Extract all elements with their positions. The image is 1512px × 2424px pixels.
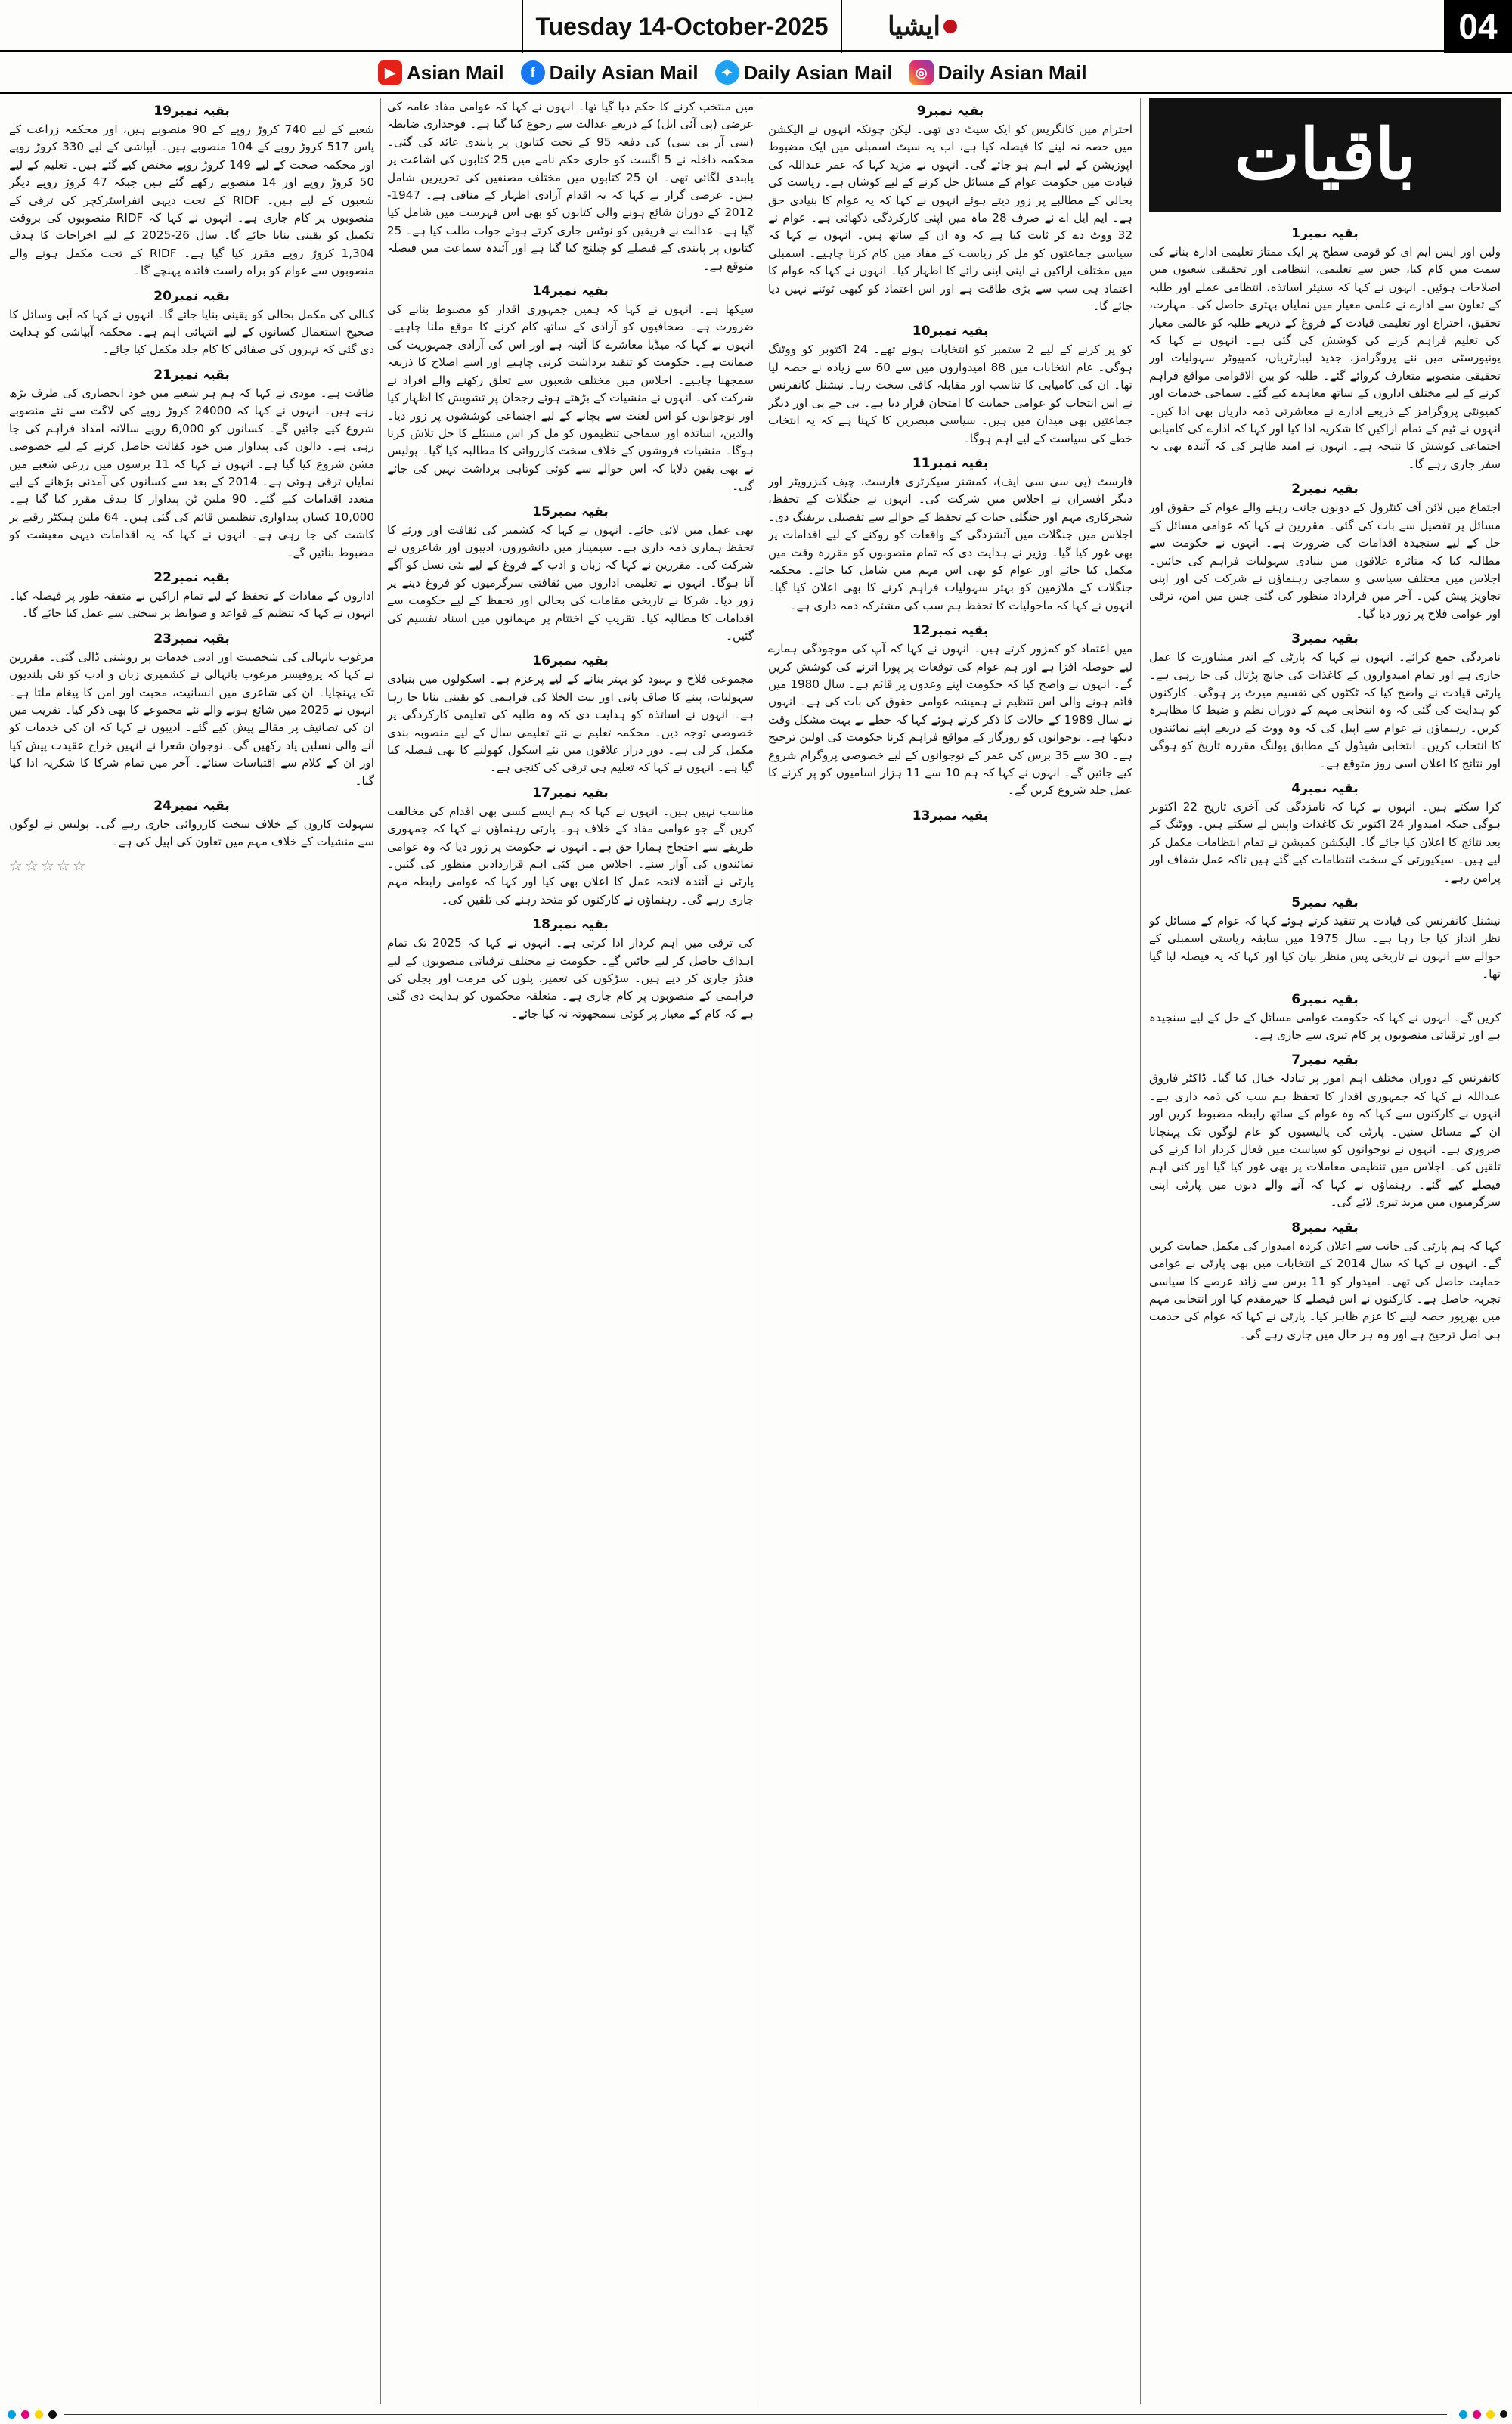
continuation-heading: بقیہ نمبر1	[1291, 226, 1359, 241]
article-continuation	[387, 502, 754, 646]
masthead	[0, 0, 1512, 53]
continuation-body: مناسب نہیں ہیں۔ انہوں نے کہا کہ ہم ایسے کسی بھی اقدام کی مخالفت کریں گے جو عوامی مفاد کے خلاف ہو۔ پارٹی رہنماؤں نے کہا کہ جمہوری طریقے سے احتجاج ہمارا حق ہے۔ انہوں نے حکومت پر زور دیا کہ وہ عوامی نمائندوں کی آواز سنے۔ اجلاس میں کئی اہم قراردادیں منظور کی گئیں۔ پارٹی نے آئندہ لائحہ عمل کا اعلان بھی کیا اور کہا کہ عوامی رابطہ مہم جاری رہے گی۔ رہنماؤں نے کارکنوں کو متحد رہنے کی تلقین کی۔	[387, 804, 754, 907]
continuation-body: طاقت ہے۔ مودی نے کہا کہ ہم ہر شعبے میں خود انحصاری کی طرف بڑھ رہے ہیں۔ انہوں نے کہا کہ 24000 کروڑ روپے کی لاگت سے نئے منصوبے شروع کیے جائیں گے۔ کسانوں کو 6,000 روپے سالانہ امداد فراہم کی جا رہی ہے۔ دالوں کی پیداوار میں خود کفالت حاصل کرنے کے لیے خصوصی مشن شروع کیا گیا ہے۔ انہوں نے کہا کہ 11 برسوں میں زرعی شعبے میں نمایاں ترقی ہوئی ہے۔ 2014 کے بعد سے کسانوں کی آمدنی بڑھانے کے لیے متعدد اقدامات کیے گئے۔ 90 ملین ٹن پیداوار کا ہدف مقرر کیا گیا ہے۔ 10,000 کسان پیداواری تنظیمیں قائم کی گئی ہیں۔ 64 ملین ہیکٹر رقبے پر کاشت کی جا رہی ہے۔ انہوں نے کہا کہ یہ اقدامات دیہی معیشت کو مضبوط بنائیں گے۔	[9, 386, 374, 560]
continuation-heading: بقیہ نمبر23	[153, 631, 230, 646]
continuation-heading: بقیہ نمبر14	[532, 284, 609, 299]
article-continuation	[1149, 990, 1501, 1045]
continuation-heading: بقیہ نمبر5	[1291, 895, 1359, 910]
continuation-heading: بقیہ نمبر3	[1291, 631, 1359, 647]
continuation-body: کنالی کی مکمل بحالی کو یقینی بنایا جائے گا۔ انہوں نے کہا کہ آبی وسائل کا صحیح استعمال کسانوں کے لیے انتہائی اہم ہے۔ محکمہ آبپاشی کو ہدایت دی گئی کہ نہروں کی صفائی کا کام جلد مکمل کیا جائے۔	[9, 307, 374, 357]
black-dot-icon	[48, 2410, 57, 2419]
column-3	[387, 98, 754, 2404]
column-rule	[380, 98, 381, 2404]
twitter-icon: ✦	[715, 60, 739, 85]
instagram-icon: ◎	[909, 60, 934, 85]
article-continuation	[9, 796, 374, 851]
continuation-heading: بقیہ نمبر22	[153, 569, 230, 585]
header-rule	[0, 92, 1512, 94]
continuation-heading: بقیہ نمبر11	[912, 455, 989, 471]
yellow-dot-icon	[35, 2410, 43, 2419]
masthead-rule	[0, 50, 1444, 52]
article-continuation	[1149, 629, 1501, 773]
cyan-dot-icon	[8, 2410, 16, 2419]
continuation-heading: بقیہ نمبر17	[532, 785, 609, 801]
continuation-heading: بقیہ نمبر9	[916, 104, 984, 119]
continuation-body: نامزدگی جمع کرائے۔ انہوں نے کہا کہ پارٹی کے اندر مشاورت کا عمل جاری ہے اور تمام امیدواروں کے کاغذات کی جانچ پڑتال کی جا رہی ہے۔ پارٹی قیادت نے واضح کیا کہ ٹکٹوں کی تقسیم میرٹ پر ہوگی۔ کارکنوں کو ہدایت کی گئی کہ وہ انتخابی مہم کے دوران نظم و ضبط کا مظاہرہ کریں۔ رہنماؤں نے عوام سے اپیل کی کہ وہ ووٹ کے ذریعے اپنے نمائندوں کا انتخاب کریں۔ انتخابی شیڈول کے مطابق پولنگ مقررہ تاریخ کو ہوگی اور نتائج کا اعلان اسی روز متوقع ہے۔	[1149, 650, 1501, 770]
continuation-heading: بقیہ نمبر2	[1291, 482, 1359, 498]
social-twitter-label: Daily Asian Mail	[743, 60, 893, 84]
article-continuation	[768, 454, 1132, 615]
social-links	[378, 57, 1142, 88]
magenta-dot-icon	[1473, 2410, 1481, 2419]
continuation-heading: بقیہ نمبر18	[532, 917, 609, 933]
section-banner: باقیات	[1149, 98, 1501, 212]
column-rule	[1140, 98, 1141, 2404]
continuation-heading: بقیہ نمبر20	[153, 288, 230, 304]
article-continuation	[9, 629, 374, 790]
cyan-dot-icon	[1459, 2410, 1467, 2419]
social-youtube[interactable]	[378, 60, 504, 85]
column-4	[9, 98, 374, 2404]
continuation-heading: بقیہ نمبر24	[153, 798, 230, 814]
article-continuation	[9, 365, 374, 562]
social-youtube-label: Asian Mail	[407, 60, 504, 84]
continuation-body: مجموعی فلاح و بہبود کو بہتر بنانے کے لیے پرعزم ہے۔ اسکولوں میں بنیادی سہولیات، پینے کا صاف پانی اور بیت الخلا کی فراہمی کو یقینی بنایا جا رہا ہے۔ انہوں نے اساتذہ کو ہدایت دی کہ وہ طلبہ کی تعلیمی کارکردگی پر خصوصی توجہ دیں۔ محکمہ تعلیم نے نئے تعلیمی سال کے لیے منصوبہ بندی مکمل کر لی ہے۔ دور دراز علاقوں میں نئے اسکول کھولنے کا بھی فیصلہ کیا گیا ہے۔ انہوں نے کہا کہ تعلیم ہی ترقی کی کنجی ہے۔	[387, 672, 754, 775]
continuation-heading: بقیہ نمبر6	[1291, 991, 1359, 1007]
continuation-body: اجتماع میں لائن آف کنٹرول کے دونوں جانب رہنے والے عوام کے حقوق اور مسائل پر تفصیل سے بات کی گئی۔ مقررین نے کہا کہ عوامی مسائل کے حل کے لیے سنجیدہ اقدامات کی ضرورت ہے۔ انہوں نے حکومت سے مطالبہ کیا کہ متاثرہ علاقوں میں بنیادی سہولیات فراہم کی جائیں۔ اجلاس میں مختلف سیاسی و سماجی رہنماؤں نے شرکت کی اور اپنی تجاویز پیش کیں۔ آخر میں قرارداد منظور کی گئی جس میں امن، ترقی اور عوامی فلاح پر زور دیا گیا۔	[1149, 501, 1501, 621]
yellow-dot-icon	[1486, 2410, 1495, 2419]
end-stars: ☆☆☆☆☆	[9, 856, 88, 875]
continuation-body: کریں گے۔ انہوں نے کہا کہ حکومت عوامی مسائل کے حل کے لیے سنجیدہ ہے اور ترقیاتی منصوبوں پر کام تیزی سے جاری ہے۔	[1149, 1010, 1501, 1043]
continuation-body: کہا کہ ہم پارٹی کی جانب سے اعلان کردہ امیدوار کی مکمل حمایت کریں گے۔ انہوں نے کہا کہ سال 2014 کے انتخابات میں بھی پارٹی نے عوامی حمایت حاصل کی تھی۔ امیدوار کو 11 برس سے زائد عرصے کا سیاسی تجربہ حاصل ہے۔ کارکنوں نے اس فیصلے کا خیرمقدم کیا اور انتخابی مہم میں بھرپور حصہ لینے کا عزم ظاہر کیا۔ پارٹی نے کہا کہ عوام کی خدمت ہی اصل ترجیح ہے اور وہ ہر حال میں جاری رہے گی۔	[1149, 1238, 1501, 1341]
registration-line	[64, 2414, 1447, 2415]
newspaper-logo	[862, 3, 983, 50]
continuation-body: سیکھا ہے۔ انہوں نے کہا کہ ہمیں جمہوری اقدار کو مضبوط بنانے کی ضرورت ہے۔ صحافیوں کو آزادی کے ساتھ کام کرنے کا موقع ملنا چاہیے۔ انہوں نے کہا کہ میڈیا معاشرے کا آئینہ ہے اور اس کی آزادی جمہوریت کی ضمانت ہے۔ حکومت کو تنقید برداشت کرنی چاہیے اور اسے اصلاح کا ذریعہ سمجھنا چاہیے۔ اجلاس میں مختلف شعبوں سے تعلق رکھنے والے افراد نے شرکت کی۔ انہوں نے منشیات کے بڑھتے ہوئے رجحان پر تشویش کا اظہار کیا اور نوجوانوں کو اس لعنت سے بچانے کے لیے اجتماعی کوششوں پر زور دیا۔ والدین، اساتذہ اور سماجی تنظیموں کو مل کر اس مسئلے کا حل تلاش کرنا ہوگا۔ منشیات فروشوں کے خلاف سخت کارروائی کا مطالبہ کیا گیا۔ پولیس نے بھی یقین دلایا کہ اس حوالے سے کوئی کوتاہی برداشت نہیں کی جائے گی۔	[387, 302, 754, 494]
article-continuation	[387, 783, 754, 909]
column-2	[768, 98, 1132, 2404]
social-facebook[interactable]	[521, 60, 699, 85]
column-1	[1149, 98, 1501, 2404]
continuation-body: کانفرنس کے دوران مختلف اہم امور پر تبادلہ خیال کیا گیا۔ ڈاکٹر فاروق عبداللہ نے کہا کہ جمہوری اقدار کا تحفظ ہم سب کی ذمہ داری ہے۔ انہوں نے کارکنوں سے کہا کہ وہ عوام کے ساتھ رابطہ مضبوط کریں اور ان کے مسائل سنیں۔ پارٹی کی پالیسیوں کو عام لوگوں تک پہنچانا ضروری ہے۔ انہوں نے نوجوانوں کو سیاست میں فعال کردار ادا کرنے کی تلقین کی۔ اجلاس میں تنظیمی معاملات پر بھی غور کیا گیا اور کئی اہم فیصلے کیے گئے۔ رہنماؤں نے کہا کہ آنے والے دنوں میں پارٹی اپنی سرگرمیوں میں مزید تیزی لائے گی۔	[1149, 1071, 1501, 1210]
issue-date: Tuesday 14-October-2025	[522, 0, 842, 53]
continuation-body: کی ترقی میں اہم کردار ادا کرتی ہے۔ انہوں نے کہا کہ 2025 تک تمام اہداف حاصل کر لیے جائیں گے۔ حکومت نے مختلف ترقیاتی منصوبوں کے لیے فنڈز جاری کر دیے ہیں۔ سڑکوں کی تعمیر، پلوں کی مرمت اور بجلی کی فراہمی کے منصوبوں پر کام جاری ہے۔ متعلقہ محکموں کو ہدایت دی گئی ہے کہ کام کے معیار پر کوئی سمجھوتہ نہ کیا جائے۔	[387, 936, 754, 1021]
article-continuation	[768, 806, 1132, 826]
continuation-body: کرا سکتے ہیں۔ انہوں نے کہا کہ نامزدگی کی آخری تاریخ 22 اکتوبر ہوگی جبکہ امیدوار 24 اکتوبر تک کاغذات واپس لے سکتے ہیں۔ ووٹنگ کے بعد نتائج کا اعلان کیا جائے گا۔ الیکشن کمیشن نے تمام انتظامات مکمل کر لیے ہیں۔ سیکیورٹی کے سخت انتظامات کیے گئے ہیں تاکہ عمل شفاف اور پرامن رہے۔	[1149, 799, 1501, 885]
page-number: 04	[1444, 0, 1512, 53]
continuation-heading: بقیہ نمبر21	[153, 367, 230, 383]
continuation-body: نیشنل کانفرنس کی قیادت پر تنقید کرتے ہوئے کہا کہ عوام کے مسائل کو نظر انداز کیا جا رہا ہے۔ سال 1975 میں سابقہ ریاستی اسمبلی کے حوالے سے انہوں نے تاریخی پس منظر بیان کیا اور کہا کہ یہ فیصلہ لیا گیا تھا۔	[1149, 914, 1501, 981]
continuation-body: میں اعتماد کو کمزور کرتے ہیں۔ انہوں نے کہا کہ آپ کی موجودگی ہمارے لیے حوصلہ افزا ہے اور ہم عوام کی توقعات پر پورا اترنے کی کوشش کریں گے۔ انہوں نے واضح کیا کہ حکومت اپنے وعدوں پر قائم ہے۔ سال 1980 میں قائم ہونے والی اس تنظیم نے ہمیشہ عوامی حقوق کی بات کی ہے۔ انہوں نے سال 1989 کے حالات کا ذکر کرتے ہوئے کہا کہ خطے نے بہت مشکل وقت دیکھا ہے۔ نوجوانوں کو روزگار کے مواقع فراہم کرنا حکومت کی اولین ترجیح ہے۔ 30 سے 35 برس کی عمر کے نوجوانوں کے لیے خصوصی پروگرام شروع کیے جائیں گے۔ انہوں نے کہا کہ ہم 10 سے 11 ہزار اسامیوں کو پر کرنے کا عمل جلد شروع کریں گے۔	[768, 642, 1132, 798]
continuation-body: بھی عمل میں لائی جائے۔ انہوں نے کہا کہ کشمیر کی ثقافت اور ورثے کا تحفظ ہماری ذمہ داری ہے۔ سیمینار میں دانشوروں، ادیبوں اور شاعروں نے شرکت کی۔ مقررین نے کہا کہ زبان و ادب کے فروغ کے لیے نئی نسل کو آگے آنا ہوگا۔ انہوں نے تعلیمی اداروں میں ثقافتی سرگرمیوں کو فروغ دینے پر زور دیا۔ شرکا نے تاریخی مقامات کی بحالی اور تحفظ کے لیے حکومت سے اقدامات کا مطالبہ کیا۔ تقریب کے اختتام پر مہمانوں میں اسناد تقسیم کی گئیں۔	[387, 522, 754, 643]
continuation-heading: بقیہ نمبر15	[532, 504, 609, 519]
article-continuation	[387, 281, 754, 495]
continuation-body: سہولت کاروں کے خلاف سخت کارروائی جاری رہے گی۔ پولیس نے لوگوں سے منشیات کے خلاف مہم میں تعاون کی اپیل کی ہے۔	[9, 817, 374, 849]
logo-dot-icon	[943, 20, 957, 33]
continuation-heading: بقیہ نمبر4	[1291, 780, 1359, 796]
continuation-heading: بقیہ نمبر16	[532, 653, 609, 669]
article-continuation	[1149, 479, 1501, 623]
continuation-heading: بقیہ نمبر19	[153, 104, 230, 119]
magenta-dot-icon	[21, 2410, 29, 2419]
youtube-icon: ▶	[378, 60, 402, 85]
continuation-body: کو پر کرنے کے لیے 2 ستمبر کو انتخابات ہونے تھے۔ 24 اکتوبر کو ووٹنگ ہوگی۔ عام انتخابات میں 88 امیدواروں میں سے 60 سے زیادہ نے حصہ لیا تھا۔ ان کی کامیابی کا تناسب اور مقابلہ کافی سخت رہا۔ نیشنل کانفرنس نے اس انتخاب کو عوامی حمایت کا امتحان قرار دیا ہے۔ بی جے پی اور دیگر جماعتیں بھی میدان میں ہیں۔ سیاسی مبصرین کا کہنا ہے کہ یہ انتخاب خطے کی سیاست کے لیے اہم ہوگا۔	[768, 343, 1132, 445]
continuation-heading: بقیہ نمبر12	[912, 623, 989, 639]
continuation-body: میں منتخب کرنے کا حکم دیا گیا تھا۔ انہوں نے کہا کہ عوامی مفاد عامہ کی عرضی (پی آئی ایل) کے ذریعے عدالت سے رجوع کیا گیا ہے۔ فوجداری ضابطہ (سی آر پی سی) کی دفعہ 95 کے تحت کتابوں پر پابندی عائد کی گئی۔ محکمہ داخلہ نے 5 اگست کو جاری حکم نامے میں 25 کتابوں کی اشاعت پر پابندی لگائی تھی۔ ان 25 کتابوں میں مختلف مصنفین کی تحریریں شامل ہیں۔ عرضی گزار نے کہا کہ یہ اقدام آزادی اظہار کے منافی ہے۔ 1947-2012 کے دوران شائع ہونے والی کتابوں کو بھی اس فہرست میں شامل کیا گیا ہے۔ عدالت نے فریقین کو نوٹس جاری کرتے ہوئے جواب طلب کیا ہے۔ 25 کتابوں پر پابندی کے فیصلے کو چیلنج کیا گیا ہے اور آئندہ سماعت میں فیصلہ متوقع ہے۔	[387, 100, 754, 273]
article-continuation	[1149, 224, 1501, 473]
article-continuation	[1149, 893, 1501, 984]
logo-text: ایشیا	[888, 11, 940, 42]
continuation-body: مرغوب بانہالی کی شخصیت اور ادبی خدمات پر روشنی ڈالی گئی۔ مقررین نے کہا کہ پروفیسر مرغوب بانہالی نے کشمیری زبان و ادب کو نئی بلندیوں تک پہنچایا۔ ان کی شاعری میں انسانیت، محبت اور امن کا پیغام ملتا ہے۔ انہوں نے 2025 میں شائع ہونے والے نئے مجموعے کا بھی ذکر کیا۔ تقریب میں ان کی تصانیف پر مقالے پیش کیے گئے۔ ادیبوں نے کہا کہ ان کی خدمات کو آنے والی نسلیں یاد رکھیں گی۔ نوجوان شعرا نے انہیں خراج عقیدت پیش کیا اور ان کے کلام سے اقتباسات سنائے۔ آخر میں تمام شرکا کا شکریہ ادا کیا گیا۔	[9, 649, 374, 788]
social-facebook-label: Daily Asian Mail	[549, 60, 699, 84]
continuation-body: احترام میں کانگریس کو ایک سیٹ دی تھی۔ لیکن چونکہ انہوں نے الیکشن میں حصہ نہ لینے کا فیصلہ کیا ہے، اب یہ سیٹ اسمبلی میں ایک مضبوط اپوزیشن کے لیے اہم ہو جائے گی۔ انہوں نے مزید کہا کہ عمر عبداللہ کی قیادت میں حکومت عوام کے مسائل حل کرنے کے لیے کوشاں ہے۔ ریاست کی بحالی کے مطالبے پر زور دیتے ہوئے انہوں نے کہا کہ یہ عوام کا بنیادی حق ہے۔ ایم ایل اے نے صرف 28 ماہ میں اپنی کارکردگی دکھائی ہے۔ عوام نے 32 ووٹ دے کر ثابت کیا ہے کہ وہ ان کے ساتھ ہیں۔ انہوں نے کہا کہ سیاسی جماعتوں کو مل کر ریاست کے مفاد میں کام کرنا چاہیے۔ اسمبلی میں مختلف اراکین نے اپنی اپنی رائے کا اظہار کیا۔ انہوں نے کہا کہ عوام کا اعتماد ہی سب سے بڑی طاقت ہے اور اس اعتماد کو کبھی ٹوٹنے نہیں دیا جائے گا۔	[768, 122, 1132, 314]
article-continuation	[9, 568, 374, 623]
continuation-body: ولیں اور ایس ایم ای کو قومی سطح پر ایک ممتاز تعلیمی ادارہ بنانے کی سمت میں کام کیا، جس سے تعلیمی، انتظامی اور تحقیقی شعبوں میں اصلاحات ہوئیں۔ انہوں نے کہا کہ سنیئر اساتذہ، انتظامی عملے اور طلبہ کے تعاون سے ادارے نے علمی معیار میں نمایاں بہتری حاصل کی۔ مہارت، تحقیق، اختراع اور تعلیمی قیادت کے فروغ کے ذریعے طلبہ کو عالمی معیار کی تعلیم فراہم کرنے کی کوشش کی گئی ہے۔ انہوں نے کہا کہ یونیورسٹی میں نئے پروگرامز، جدید لیبارٹریاں، کمپیوٹر سہولیات اور تحقیقی منصوبے متعارف کروائے گئے۔ طلبہ کو بین الاقوامی مواقع فراہم کرنے کے لیے مختلف اداروں کے ساتھ معاہدے کیے گئے۔ سماجی خدمات اور کمیونٹی پروگرامز کے ذریعے ادارے نے معاشرتی ذمہ داریاں بھی ادا کیں۔ انہوں نے ٹیم کے تمام اراکین کا شکریہ ادا کیا اور کہا کہ ادارے کی کامیابی اجتماعی کوشش کا نتیجہ ہے۔ انہوں نے امید ظاہر کی کہ آئندہ بھی یہ سفر جاری رہے گا۔	[1149, 245, 1501, 471]
social-instagram[interactable]	[909, 60, 1087, 85]
article-continuation	[9, 287, 374, 359]
social-twitter[interactable]	[715, 60, 893, 85]
continuation-body: اداروں کے مفادات کے تحفظ کے لیے تمام اراکین نے متفقہ طور پر فیصلہ کیا۔ انہوں نے کہا کہ تنظیم کے قواعد و ضوابط پر سختی سے عمل کیا جائے گا۔	[9, 588, 374, 621]
article-continuation	[768, 101, 1132, 315]
black-dot-icon	[1500, 2410, 1507, 2418]
article-continuation	[9, 101, 374, 281]
continuation-heading: بقیہ نمبر10	[912, 324, 989, 339]
continuation-body: شعبے کے لیے 740 کروڑ روپے کے 90 منصوبے ہیں، اور محکمہ زراعت کے پاس 517 کروڑ روپے کے 104 منصوبے ہیں۔ آبپاشی کے لیے 330 کروڑ روپے اور محکمہ صحت کے لیے 149 کروڑ روپے مختص کیے گئے ہیں۔ تعلیم کے لیے 50 کروڑ روپے اور 14 منصوبے رکھے گئے ہیں جبکہ 47 کروڑ روپے دیگر شعبوں کے لیے ہیں۔ RIDF کے تحت دیہی انفراسٹرکچر کی ترقی کے منصوبوں پر کام جاری ہے۔ انہوں نے کہا کہ RIDF منصوبوں کی بروقت تکمیل کو یقینی بنایا جائے گا۔ سال 26-2025 کے لیے اخراجات کا ہدف 1,304 کروڑ روپے مقرر کیا گیا ہے۔ RIDF کے تحت مکمل ہونے والے منصوبوں سے عوام کو براہ راست فائدہ پہنچے گا۔	[9, 122, 374, 278]
continuation-heading: بقیہ نمبر8	[1291, 1220, 1359, 1235]
article-continuation	[387, 98, 754, 275]
continuation-heading: بقیہ نمبر13	[912, 807, 989, 823]
article-continuation	[1149, 779, 1501, 887]
article-continuation	[387, 651, 754, 776]
facebook-icon: f	[521, 60, 545, 85]
article-continuation	[1149, 1218, 1501, 1344]
print-registration-strip	[0, 2406, 1512, 2424]
article-continuation	[768, 321, 1132, 447]
social-instagram-label: Daily Asian Mail	[937, 60, 1087, 84]
continuation-body: فارسٹ (پی سی سی ایف)، کمشنر سیکرٹری فارسٹ، چیف کنزرویٹر اور دیگر افسران نے اجلاس میں شرکت کی۔ انہوں نے جنگلات کے تحفظ، شجرکاری مہم اور جنگلی حیات کے تحفظ کے حوالے سے تفصیلی بریفنگ دی۔ اجلاس میں جنگلات میں آتشزدگی کے واقعات کو روکنے کے لیے اقدامات پر بھی غور کیا گیا۔ وزیر نے ہدایت دی کہ تمام منصوبوں کو مقررہ وقت میں مکمل کیا جائے اور عوام کو بھی اس مہم میں شامل کیا جائے۔ محکمہ جنگلات کے ملازمین کو بہتر سہولیات فراہم کرنے کا بھی اعلان کیا گیا۔ انہوں نے کہا کہ ماحولیات کا تحفظ ہم سب کی مشترکہ ذمہ داری ہے۔	[768, 474, 1132, 612]
article-continuation	[387, 915, 754, 1023]
continuation-heading: بقیہ نمبر7	[1291, 1052, 1359, 1068]
article-continuation	[768, 621, 1132, 800]
article-continuation	[1149, 1050, 1501, 1211]
